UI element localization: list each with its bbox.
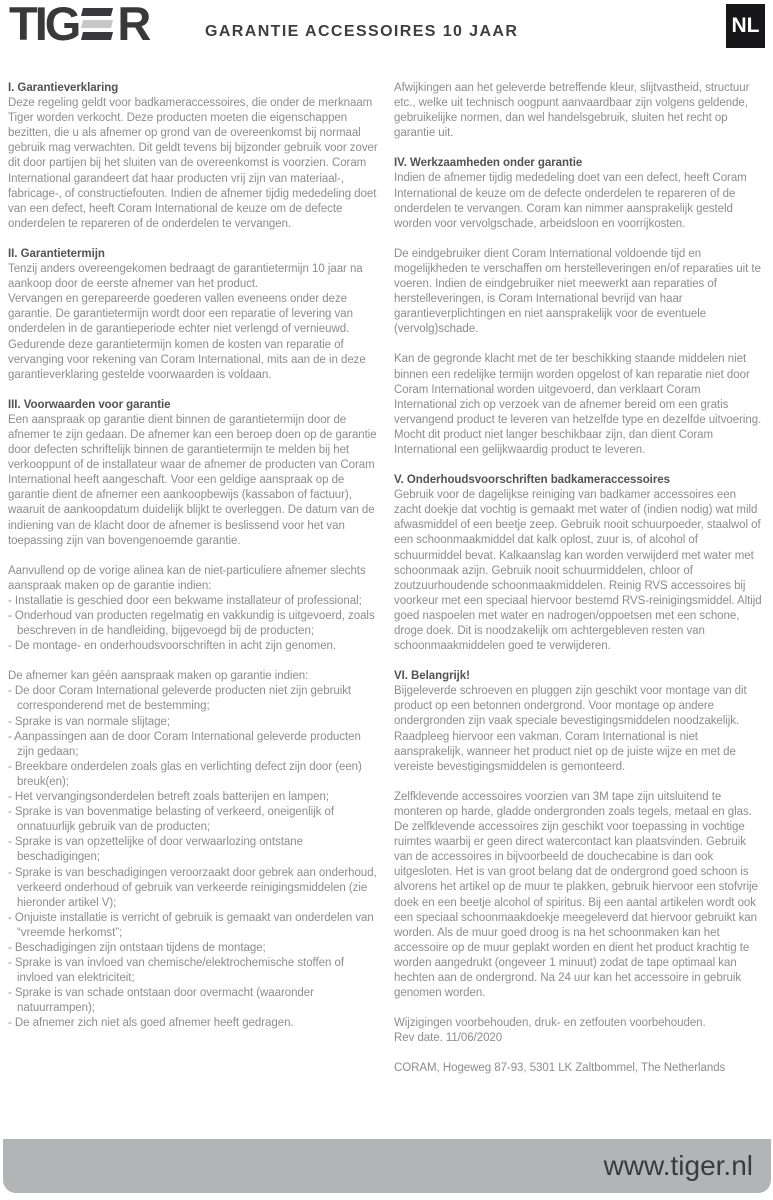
section-heading: V. Onderhoudsvoorschriften badkameraccessoires xyxy=(394,474,670,487)
paragraph: Tenzij anders overeengekomen bedraagt de garantietermijn 10 jaar na aankoop door de eerste afnemer van het product. xyxy=(8,263,363,291)
list-item: - Sprake is van bovenmatige belasting of verkeerd, oneigenlijk of onnatuurlijk gebruik van de producten; xyxy=(8,806,334,834)
paragraph: Afwijkingen aan het geleverde betreffende kleur, slijtvastheid, structuur etc., welke uit technisch oogpunt aanvaardbaar zijn volgens geldende, gebruikelijke normen, dan wel handelsgebruik, sluiten het recht op garantie uit. xyxy=(394,82,750,140)
logo-e-bars-icon xyxy=(82,8,112,40)
paragraph: Indien de afnemer tijdig mededeling doet van een defect, heeft Coram International de keuze om de defecte onderdelen te repareren of de onderdelen te vervangen. Coram kan nimmer aansprakelijk gesteld worden voor vervolgschade, arbeidsloon en voorrijkosten. xyxy=(394,172,747,230)
list-item: - De afnemer zich niet als goed afnemer heeft gedragen. xyxy=(8,1017,294,1030)
section-heading: I. Garantieverklaring xyxy=(8,82,119,94)
section-heading: VI. Belangrijk! xyxy=(394,670,470,683)
list-item: - Sprake is van beschadigingen veroorzaakt door gebrek aan onderhoud, verkeerd onderhoud of gebruik van verkeerde reinigingsmiddelen (zie hieronder artikel V); xyxy=(8,866,377,909)
paragraph: Een aanspraak op garantie dient binnen de garantietermijn door de afnemer te zijn gedaan. De afnemer kan een beroep doen op de garantie door defecten schriftelijk binnen de garantietermijn te melden bij het verkooppunt of de installateur waar de afnemer de producten van Coram International heeft aangeschaft. Voor een geldige aanspraak op de garantie dient de afnemer een aankoopbewijs (kassabon of factuur), waaruit de aankoopdatum duidelijk blijkt te overleggen. De datum van de indiening van de klacht door de afnemer is beslissend voor het van toepassing zijn van bovengenoemde garantie. xyxy=(8,413,377,547)
paragraph: CORAM, Hogeweg 87-93, 5301 LK Zaltbommel, The Netherlands xyxy=(394,1062,726,1075)
paragraph: Rev date. 11/06/2020 xyxy=(394,1032,503,1045)
list-item: - Beschadigingen zijn ontstaan tijdens de montage; xyxy=(8,941,266,954)
list-item: - Sprake is van invloed van chemische/elektrochemische stoffen of invloed van elektriciteit; xyxy=(8,957,344,985)
paragraph: Deze regeling geldt voor badkameraccessoires, die onder de merknaam Tiger worden verkocht. Deze producten moeten die eigenschappen bezitten, die u als afnemer op grond van de overeenkomst bij normaal gebruik mag verwachten. Dit geldt tevens bij bijzonder gebruik voor zover dit door partijen bij het sluiten van de overeenkomst is voorzien. Coram International garandeert dat haar producten vrij zijn van materiaal-, fabricage-, of constructiefouten. Indien de afnemer tijdig mededeling doet van een defect, heeft Coram International de keuze om de defecte onderdelen te repareren of de onderdelen te vervangen. xyxy=(8,97,378,230)
paragraph: De eindgebruiker dient Coram International voldoende tijd en mogelijkheden te verschaffen om herstelleveringen en/of reparaties uit te voeren. Indien de eindgebruiker niet meewerkt aan reparaties of herstelleveringen, is Coram International bevrijd van haar garantieverplichtingen en niet aansprakelijk voor de eventuele (vervolg)schade. xyxy=(394,247,761,336)
paragraph: Vervangen en gerepareerde goederen vallen eveneens onder deze garantie. De garantietermijn wordt door een reparatie of levering van onderdelen in de garantieperiode echter niet verlengd of vernieuwd. xyxy=(8,293,353,336)
paragraph: Aanvullend op de vorige alinea kan de niet-particuliere afnemer slechts aanspraak maken op de garantie indien: xyxy=(8,564,366,592)
list-item: - Het vervangingsonderdelen betreft zoals batterijen en lampen; xyxy=(8,791,329,804)
list-item: - De door Coram International geleverde producten niet zijn gebruikt corresponderend met de bestemming; xyxy=(8,685,352,713)
list-item: - Onderhoud van producten regelmatig en vakkundig is uitgevoerd, zoals beschreven in de handleiding, bijgevoegd bij de producten; xyxy=(8,610,375,638)
list-item: - Sprake is van schade ontstaan door overmacht (waaronder natuurrampen); xyxy=(8,987,314,1015)
section-heading: II. Garantietermijn xyxy=(8,247,105,260)
right-column xyxy=(394,81,765,1076)
paragraph: De afnemer kan géén aanspraak maken op garantie indien: xyxy=(8,670,309,683)
list-item: - De montage- en onderhoudsvoorschriften in acht zijn genomen. xyxy=(8,640,337,653)
left-column xyxy=(8,81,378,1032)
list-item: - Sprake is van normale slijtage; xyxy=(8,715,170,728)
language-badge: NL xyxy=(726,4,765,48)
website-link[interactable]: www.tiger.nl xyxy=(603,1150,753,1181)
section-heading: IV. Werkzaamheden onder garantie xyxy=(394,157,583,170)
paragraph: Wijzigingen voorbehouden, druk- en zetfouten voorbehouden. xyxy=(394,1017,706,1030)
list-item: - Installatie is geschied door een bekwame installateur of professional; xyxy=(8,594,362,607)
paragraph: Bijgeleverde schroeven en pluggen zijn geschikt voor montage van dit product op een betonnen ondergrond. Voor montage op andere ondergronden zijn vaak speciale bevestigingsmiddelen noodzakelijk. Raadpleeg hiervoor een vakman. Coram International is niet aansprakelijk, wanneer het product niet op de juiste wijze en met de vereiste bevestigingsmiddelen is gemonteerd. xyxy=(394,685,747,773)
logo-text-right: R xyxy=(117,0,149,50)
paragraph: Kan de gegronde klacht met de ter beschikking staande middelen niet binnen een redelijke termijn worden opgelost of kan reparatie niet door Coram International worden uitgevoerd, dan verklaart Coram International zich op verzoek van de afnemer bereid om een gratis vervangend product te leveren van hetzelfde type en dezelfde uitvoering. Mocht dit product niet langer beschikbaar zijn, dan dient Coram International een gelijkwaardig product te leveren. xyxy=(394,353,762,456)
paragraph: Zelfklevende accessoires voorzien van 3M tape zijn uitsluitend te monteren op harde, gladde ondergronden zoals tegels, metaal en glas. De zelfklevende accessoires zijn geschikt voor toepassing in vochtige ruimtes waarbij er geen direct watercontact kan plaatsvinden. Gebruik van de accessoires in bijvoorbeeld de douchecabine is dan ook uitgesloten. Het is van groot belang dat de ondergrond goed schoon is alvorens het artikel op de muur te plakken, gebruik hiervoor een stofvrije doek en een beetje alcohol of spiritus. Bij een aantal artikelen wordt ook een speciaal schoonmaakdoekje meegeleverd dat hiervoor gebruikt kan worden. Als de muur goed droog is na het schoonmaken kan het accessoire op de muur geplakt worden en dient het product krachtig te worden aangedrukt (ongeveer 1 minuut) zodat de tape optimaal kan hechten aan de ondergrond. Na 24 uur kan het accessoire in gebruik genomen worden. xyxy=(394,790,758,1000)
section-heading: III. Voorwaarden voor garantie xyxy=(8,398,171,411)
list-item: - Onjuiste installatie is verricht of gebruik is gemaakt van onderdelen van “vreemde herkomst”; xyxy=(8,911,374,939)
paragraph: Gebruik voor de dagelijkse reiniging van badkamer accessoires een zacht doekje dat vochtig is gemaakt met water of (indien nodig) wat mild afwasmiddel of een beetje zeep. Gebruik nooit schuurpoeder, staalwol of een schoonmaakmiddel dat kalk oplost, zuur is, of alcohol of schuurmiddel bevat. Kalkaanslag kan worden verwijderd met water met schoonmaak azijn. Gebruik nooit schuurmiddelen, chloor of zoutzuurhoudende schoonmaakmiddelen. Reinig RVS accessoires bij voorkeur met een speciaal hiervoor bestemd RVS-reinigingsmiddel. Altijd goed naspoelen met water en nadrogen/oppoetsen met een schone, droge doek. Dit is noodzakelijk om achtergebleven resten van schoonmaakmiddelen goed te verwijderen. xyxy=(394,489,762,653)
list-item: - Breekbare onderdelen zoals glas en verlichting defect zijn door (een) breuk(en); xyxy=(8,760,362,788)
page-title: GARANTIE ACCESSOIRES 10 JAAR xyxy=(205,23,519,40)
tiger-logo xyxy=(9,0,149,50)
list-item: - Sprake is van opzettelijke of door verwaarlozing ontstane beschadigingen; xyxy=(8,836,303,864)
footer-bar xyxy=(3,1139,771,1193)
list-item: - Aanpassingen aan de door Coram International geleverde producten zijn gedaan; xyxy=(8,730,361,758)
paragraph: Gedurende deze garantietermijn komen de kosten van reparatie of vervanging voor rekening van Coram International, mits aan de in deze garantieverklaring gestelde voorwaarden is voldaan. xyxy=(8,338,366,381)
logo-text-left: TIG xyxy=(9,0,79,50)
